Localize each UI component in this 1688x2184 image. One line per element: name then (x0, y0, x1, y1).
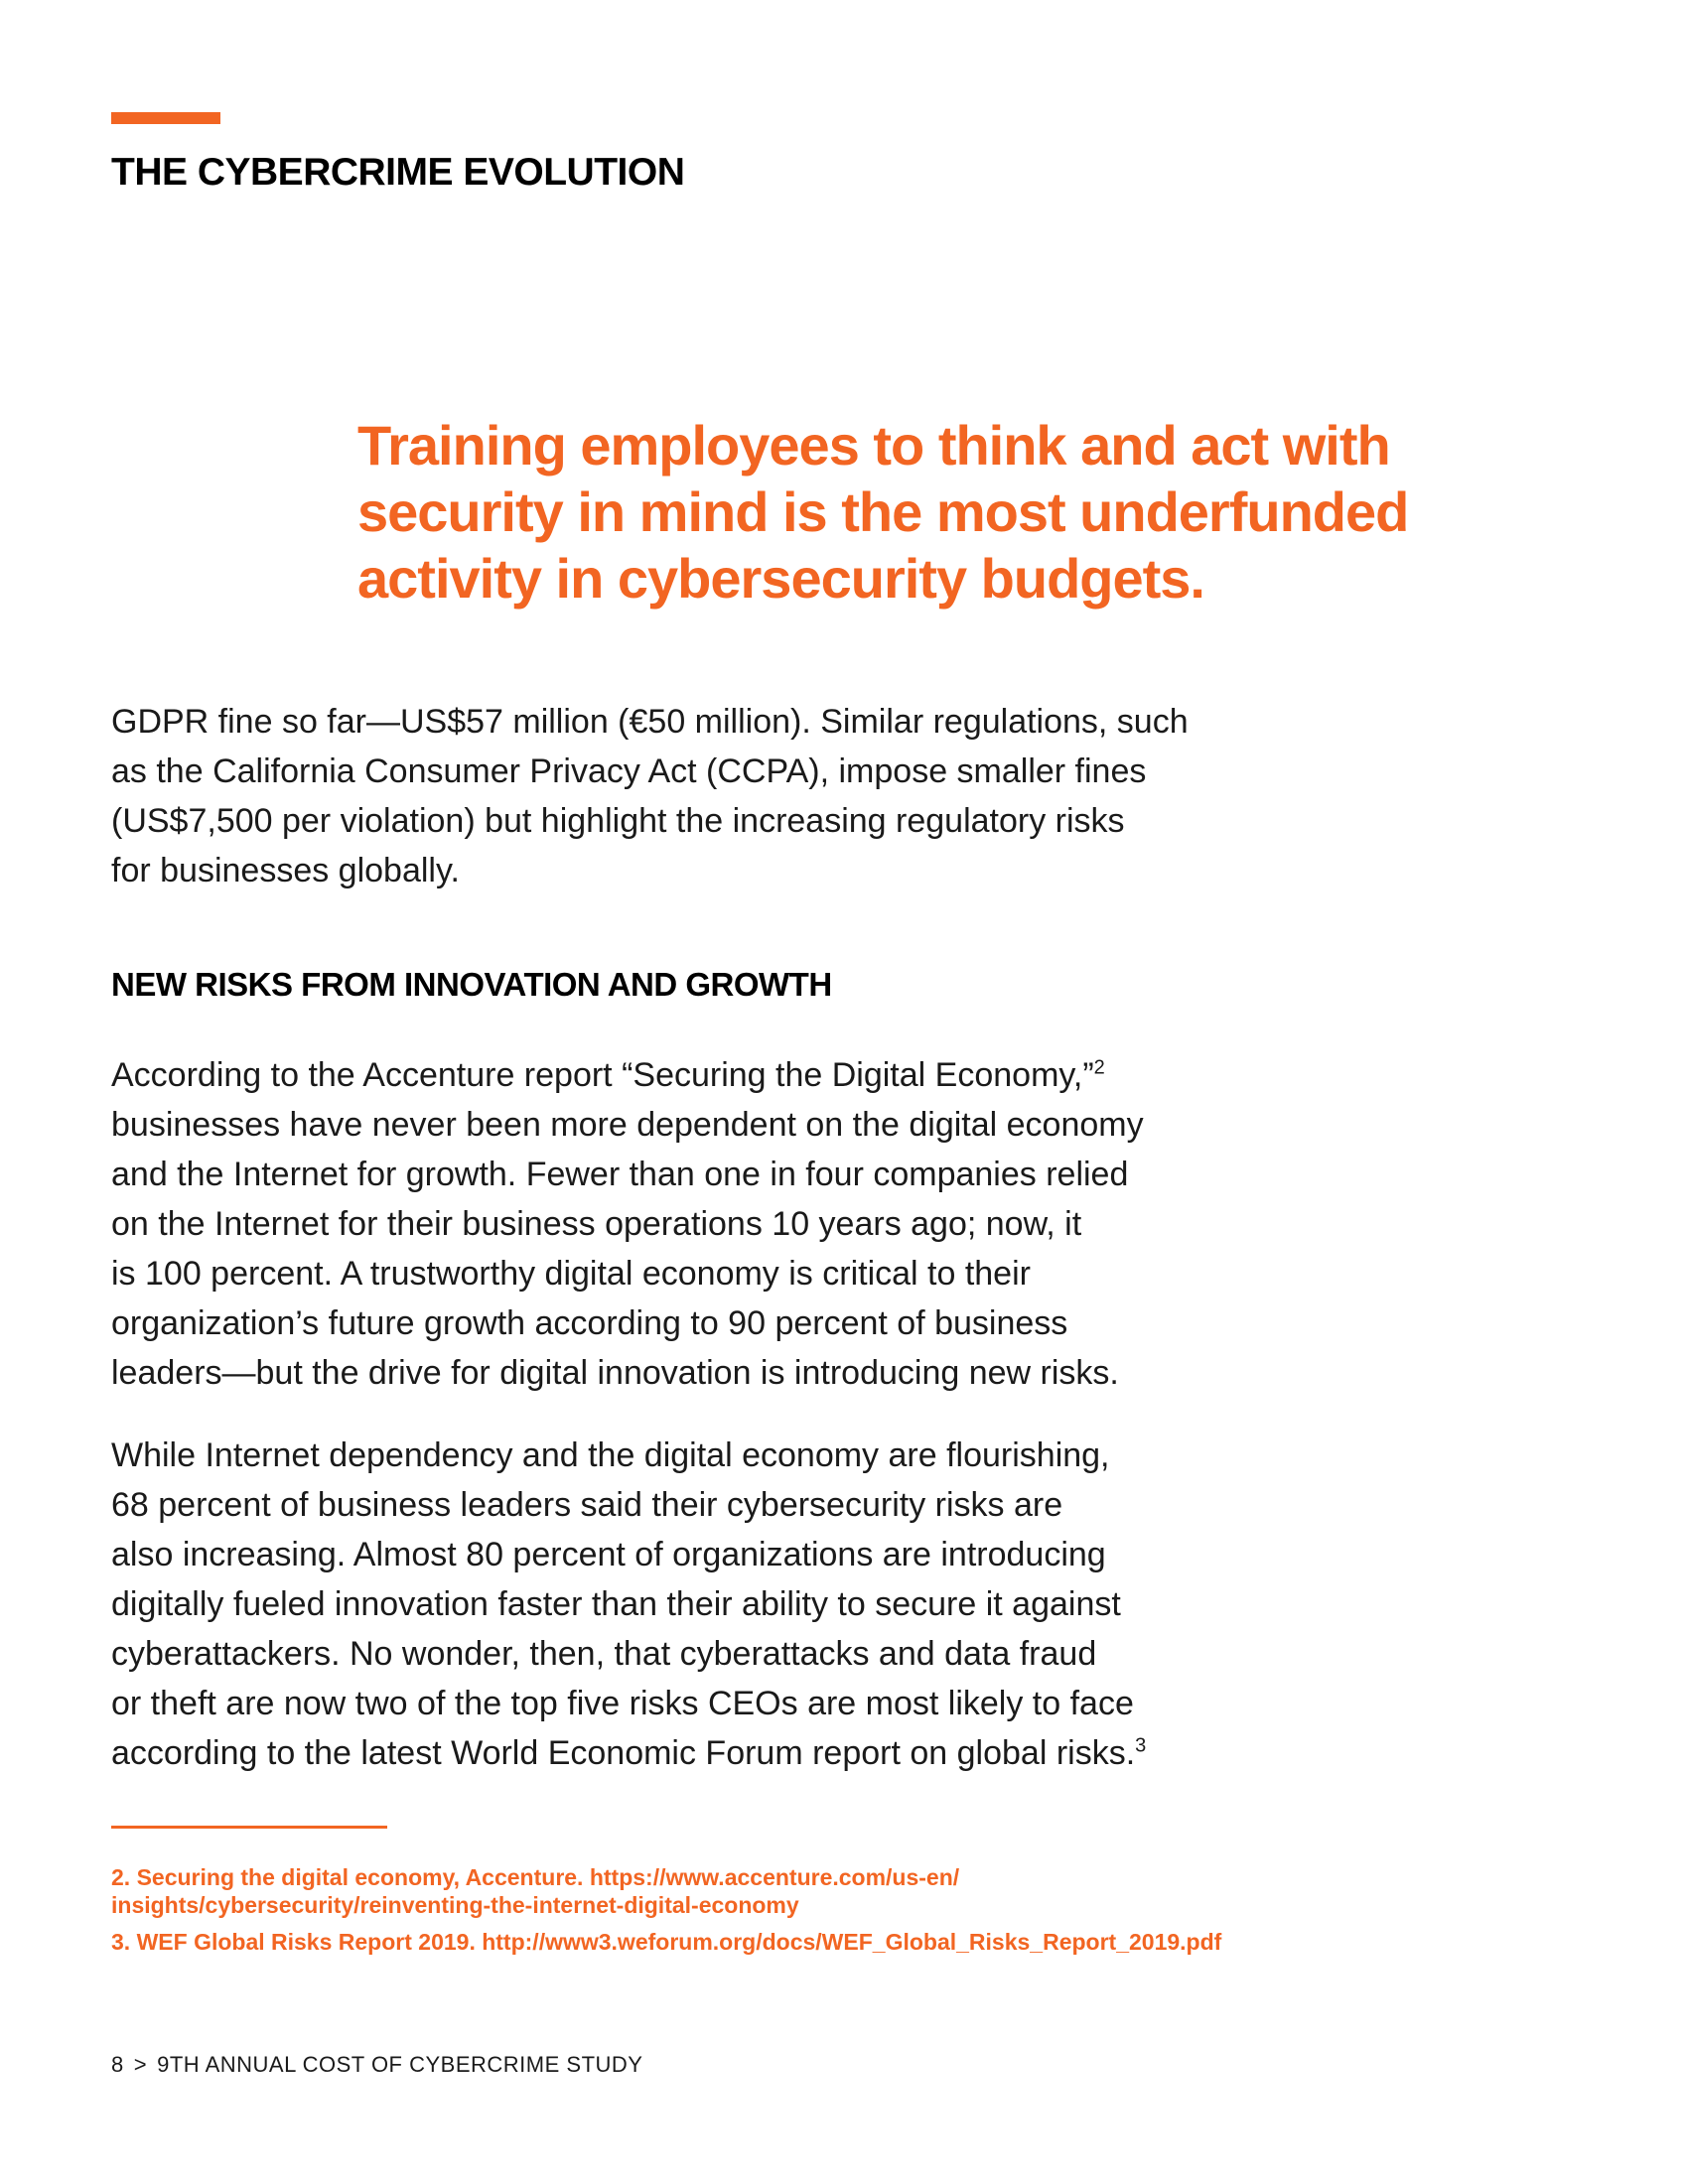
text-line: is 100 percent. A trustworthy digital economy is critical to their (111, 1255, 1031, 1293)
text-line: GDPR fine so far—US$57 million (€50 million). Similar regulations, such (111, 703, 1189, 741)
text-line: on the Internet for their business operations 10 years ago; now, it (111, 1205, 1082, 1243)
text-line: for businesses globally. (111, 852, 460, 889)
text-line: and the Internet for growth. Fewer than one in four companies relied (111, 1156, 1129, 1193)
footnote-line (111, 1863, 959, 1891)
text-line: organization’s future growth according to 90 percent of business (111, 1304, 1068, 1342)
section-title: THE CYBERCRIME EVOLUTION (111, 151, 685, 194)
paragraph-digital-economy (111, 1050, 1144, 1398)
paragraph-gdpr (111, 697, 1189, 895)
text-line: digitally fueled innovation faster than their ability to secure it against (111, 1585, 1121, 1623)
footnote-ref-2: 2 (1093, 1056, 1105, 1079)
footnote-number: 2. (111, 1864, 131, 1890)
text-line: leaders—but the drive for digital innovation is introducing new risks. (111, 1354, 1119, 1392)
subheading-new-risks: NEW RISKS FROM INNOVATION AND GROWTH (111, 966, 832, 1003)
footnote-3 (111, 1928, 1221, 1956)
footnote-2 (111, 1863, 959, 1919)
paragraph-internet-dependency (111, 1431, 1146, 1778)
page-number: 8 (111, 2052, 124, 2077)
text-line: or theft are now two of the top five risks CEOs are most likely to face (111, 1685, 1134, 1722)
footnote-number: 3. (111, 1929, 131, 1955)
pull-quote (357, 412, 1579, 612)
footnote-ref-3: 3 (1135, 1734, 1147, 1757)
text-line-content: According to the Accenture report “Securing the Digital Economy,” (111, 1056, 1094, 1094)
text-line (111, 1728, 1146, 1778)
section-accent-bar (111, 112, 220, 124)
text-line: cyberattackers. No wonder, then, that cyberattacks and data fraud (111, 1635, 1097, 1673)
text-line: as the California Consumer Privacy Act (CCPA), impose smaller fines (111, 752, 1147, 790)
footnote-text[interactable]: WEF Global Risks Report 2019. http://www3.weforum.org/docs/WEF_Global_Risks_Report_2019.pdf (136, 1929, 1222, 1955)
footnote-text[interactable]: Securing the digital economy, Accenture. https://www.accenture.com/us-en/ (136, 1864, 960, 1890)
pull-quote-line: Training employees to think and act with (357, 414, 1390, 477)
page-footer (111, 2052, 642, 2078)
text-line: 68 percent of business leaders said their cybersecurity risks are (111, 1486, 1063, 1524)
pull-quote-line: security in mind is the most underfunded (357, 480, 1409, 543)
text-line: (US$7,500 per violation) but highlight the increasing regulatory risks (111, 802, 1125, 840)
publication-title: 9TH ANNUAL COST OF CYBERCRIME STUDY (157, 2052, 643, 2077)
text-line-content: according to the latest World Economic Forum report on global risks. (111, 1734, 1136, 1772)
pull-quote-line: activity in cybersecurity budgets. (357, 547, 1204, 610)
footnote-line[interactable]: insights/cybersecurity/reinventing-the-internet-digital-economy (111, 1892, 799, 1918)
text-line: While Internet dependency and the digital economy are flourishing, (111, 1436, 1110, 1474)
footnote-divider (111, 1826, 387, 1829)
footnote-line (111, 1928, 1221, 1956)
text-line: businesses have never been more dependent on the digital economy (111, 1106, 1144, 1144)
text-line: also increasing. Almost 80 percent of organizations are introducing (111, 1536, 1106, 1573)
footer-separator: > (133, 2052, 148, 2077)
text-line (111, 1050, 1144, 1100)
